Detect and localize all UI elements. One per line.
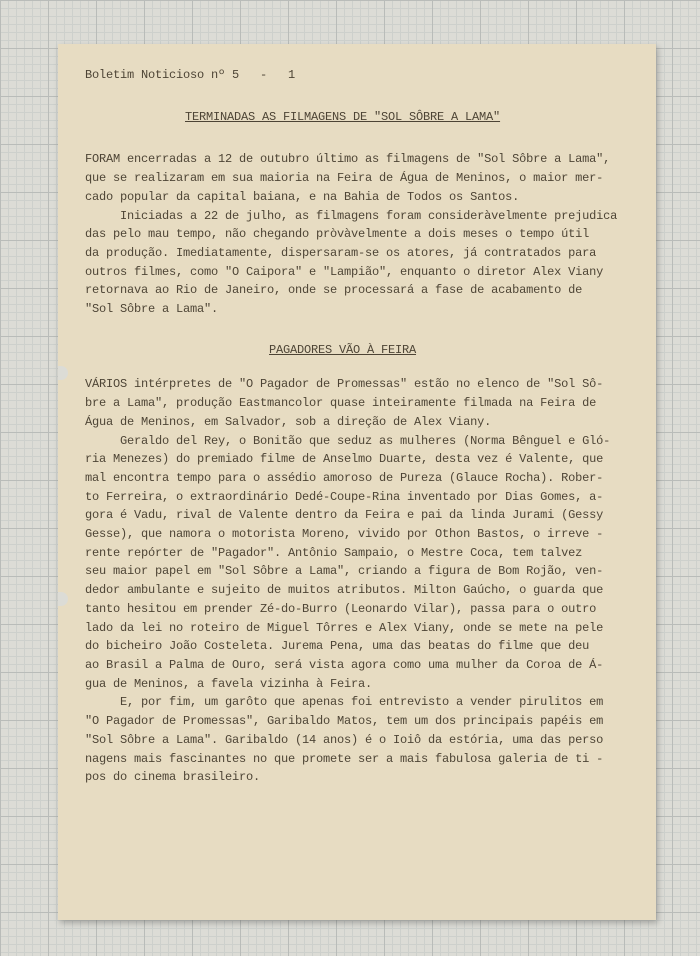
text-line: "O Pagador de Promessas", Garibaldo Matos, tem um dos principais papéis em xyxy=(85,714,604,729)
text-line: mal encontra tempo para o assédio amoroso de Pureza (Glauce Rocha). Rober- xyxy=(85,470,604,485)
text-line: das pelo mau tempo, não chegando pròvàvelmente a dois meses o tempo útil xyxy=(85,227,590,242)
text-line: outros filmes, como "O Caipora" e "Lampião", enquanto o diretor Alex Viany xyxy=(85,264,604,279)
text-line: gora é Vadu, rival de Valente dentro da Feira e pai da linda Jurami (Gessy xyxy=(85,508,604,523)
text-line: "Sol Sôbre a Lama". xyxy=(85,302,219,317)
punch-hole xyxy=(58,592,68,606)
text-line: Iniciadas a 22 de julho, as filmagens foram consideràvelmente prejudica xyxy=(85,208,618,223)
text-line: que se realizaram em sua maioria na Feira de Água de Meninos, o maior mer- xyxy=(85,171,604,186)
text-line: dedor ambulante e sujeito de muitos atributos. Milton Gaúcho, o guarda que xyxy=(85,583,604,598)
article-body-1 xyxy=(85,150,632,318)
article-title-2: PAGADORES VÃO À FEIRA xyxy=(269,342,417,357)
text-line: rente repórter de "Pagador". Antônio Sampaio, o Mestre Coca, tem talvez xyxy=(85,545,583,560)
text-line: pos do cinema brasileiro. xyxy=(85,770,261,785)
text-line: seu maior papel em "Sol Sôbre a Lama", criando a figura de Bom Rojão, ven- xyxy=(85,564,604,579)
text-line: E, por fim, um garôto que apenas foi entrevisto a vender pirulitos em xyxy=(85,695,604,710)
text-line: nagens mais fascinantes no que promete ser a mais fabulosa galeria de ti - xyxy=(85,751,604,766)
text-line: to Ferreira, o extraordinário Dedé-Coupe-Rina inventado por Dias Gomes, a- xyxy=(85,489,604,504)
text-line: tanto hesitou em prender Zé-do-Burro (Leonardo Vilar), passa para o outro xyxy=(85,601,597,616)
punch-hole xyxy=(58,366,68,380)
text-line: ria Menezes) do premiado filme de Anselmo Duarte, desta vez é Valente, que xyxy=(85,452,604,467)
text-line: bre a Lama", produção Eastmancolor quase inteiramente filmada na Feira de xyxy=(85,396,597,411)
text-line: "Sol Sôbre a Lama". Garibaldo (14 anos) é o Ioiô da estória, uma das perso xyxy=(85,732,604,747)
text-line: Geraldo del Rey, o Bonitão que seduz as mulheres (Norma Bênguel e Gló- xyxy=(85,433,611,448)
text-line: FORAM encerradas a 12 de outubro último as filmagens de "Sol Sôbre a Lama", xyxy=(85,152,611,167)
text-line: lado da lei no roteiro de Miguel Tôrres e Alex Viany, onde se mete na pele xyxy=(85,620,604,635)
text-line: retornava ao Rio de Janeiro, onde se processará a fase de acabamento de xyxy=(85,283,583,298)
paper-sheet xyxy=(58,44,656,920)
text-line: do bicheiro João Costeleta. Jurema Pena, uma das beatas do filme que deu xyxy=(85,639,590,654)
text-line: Gesse), que namora o motorista Moreno, vivido por Othon Bastos, o irreve - xyxy=(85,527,604,542)
article-title-1: TERMINADAS AS FILMAGENS DE "SOL SÔBRE A LAMA" xyxy=(185,109,501,124)
text-line: gua de Meninos, a favela vizinha à Feira. xyxy=(85,676,373,691)
text-line: da produção. Imediatamente, dispersaram-se os atores, já contratados para xyxy=(85,245,597,260)
text-line: Água de Meninos, em Salvador, sob a direção de Alex Viany. xyxy=(85,414,492,429)
text-line: VÁRIOS intérpretes de "O Pagador de Promessas" estão no elenco de "Sol Sô- xyxy=(85,377,604,392)
text-line: cado popular da capital baiana, e na Bahia de Todos os Santos. xyxy=(85,189,520,204)
bulletin-header: Boletim Noticioso nº 5 - 1 xyxy=(85,68,296,82)
text-line: ao Brasil a Palma de Ouro, será vista agora como uma mulher da Coroa de Á- xyxy=(85,657,604,672)
article-body-2 xyxy=(85,375,632,786)
